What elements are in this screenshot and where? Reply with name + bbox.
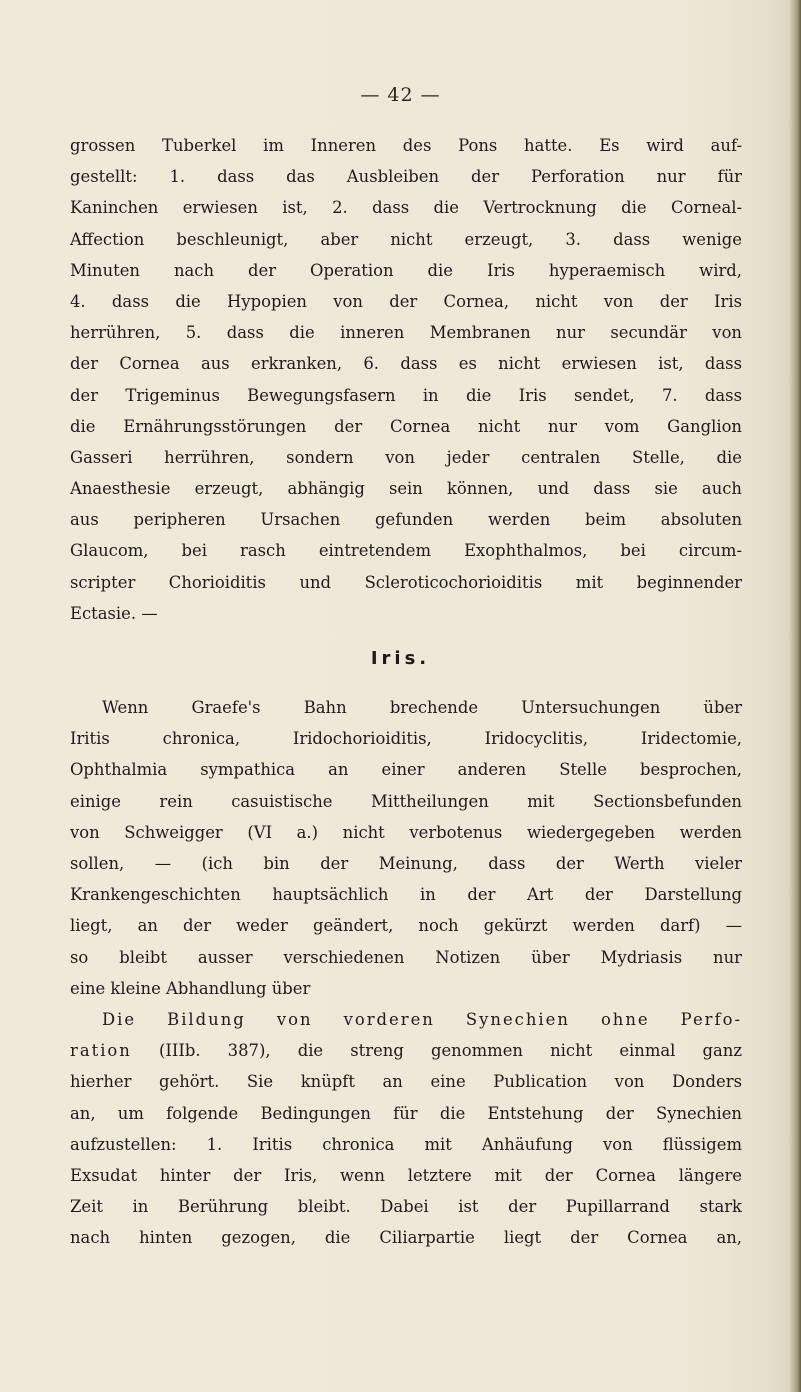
paragraph-1 (70, 130, 742, 629)
paragraph-3 (70, 1004, 742, 1254)
section-heading: Iris. (370, 648, 431, 669)
text-line: aus peripheren Ursachen gefunden werden beim absoluten (70, 510, 742, 530)
spaced-word: ration (70, 1041, 132, 1061)
text-line: Anaesthesie erzeugt, abhängig sein können, und dass sie auch (70, 479, 742, 499)
paragraph-2 (70, 692, 742, 1004)
text-line: nach hinten gezogen, die Ciliarpartie liegt der Cornea an, (70, 1228, 742, 1248)
text-line: 4. dass die Hypopien von der Cornea, nicht von der Iris (70, 291, 742, 311)
text-line: eine kleine Abhandlung über (70, 978, 311, 998)
text-line: der Cornea aus erkranken, 6. dass es nicht erwiesen ist, dass (70, 354, 742, 374)
text-line: an, um folgende Bedingungen für die Entstehung der Synechien (70, 1103, 742, 1123)
line-remainder: (IIIb. 387), die streng genommen nicht einmal ganz (131, 1041, 742, 1061)
text-line: die Ernährungsstörungen der Cornea nicht nur vom Ganglion (70, 416, 742, 436)
text-line: Affection beschleunigt, aber nicht erzeugt, 3. dass wenige (70, 229, 742, 249)
text-line: Kaninchen erwiesen ist, 2. dass die Vertrocknung die Corneal- (70, 198, 742, 218)
text-line: einige rein casuistische Mittheilungen mit Sectionsbefunden (70, 791, 742, 811)
text-line-spaced: Die Bildung von vorderen Synechien ohne Perfo- (102, 1010, 742, 1029)
text-line: gestellt: 1. dass das Ausbleiben der Perforation nur für (70, 167, 742, 187)
text-line: Wenn Graefe's Bahn brechende Untersuchungen über (102, 698, 742, 717)
text-line: Krankengeschichten hauptsächlich in der Art der Darstellung (70, 885, 742, 905)
text-line: grossen Tuberkel im Inneren des Pons hatte. Es wird auf- (70, 136, 742, 155)
text-line: Ectasie. — (70, 603, 158, 623)
page-edge-shadow (789, 0, 801, 1392)
text-line: Gasseri herrühren, sondern von jeder centralen Stelle, die (70, 447, 742, 467)
text-line: Zeit in Berührung bleibt. Dabei ist der Pupillarrand stark (70, 1197, 742, 1217)
text-line: so bleibt ausser verschiedenen Notizen über Mydriasis nur (70, 947, 742, 967)
text-line-mixed (70, 1035, 742, 1066)
text-line: sollen, — (ich bin der Meinung, dass der Werth vieler (70, 853, 742, 873)
text-line: Minuten nach der Operation die Iris hyperaemisch wird, (70, 260, 742, 280)
text-line: Ophthalmia sympathica an einer anderen Stelle besprochen, (70, 760, 742, 780)
text-line: der Trigeminus Bewegungsfasern in die Iris sendet, 7. dass (70, 385, 742, 405)
text-line: hierher gehört. Sie knüpft an eine Publication von Donders (70, 1072, 742, 1092)
page-number: — 42 — (360, 84, 441, 106)
text-line: scripter Chorioiditis und Scleroticochorioiditis mit beginnender (70, 572, 742, 592)
text-line: aufzustellen: 1. Iritis chronica mit Anhäufung von flüssigem (70, 1134, 742, 1154)
text-line: liegt, an der weder geändert, noch gekürzt werden darf) — (70, 916, 742, 936)
text-line: herrühren, 5. dass die inneren Membranen nur secundär von (70, 323, 742, 343)
text-line: Iritis chronica, Iridochorioiditis, Iridocyclitis, Iridectomie, (70, 729, 742, 749)
text-line: Glaucom, bei rasch eintretendem Exophthalmos, bei circum- (70, 541, 742, 561)
text-line: von Schweigger (VI a.) nicht verbotenus wiedergegeben werden (70, 822, 742, 842)
text-line: Exsudat hinter der Iris, wenn letztere mit der Cornea längere (70, 1165, 742, 1185)
